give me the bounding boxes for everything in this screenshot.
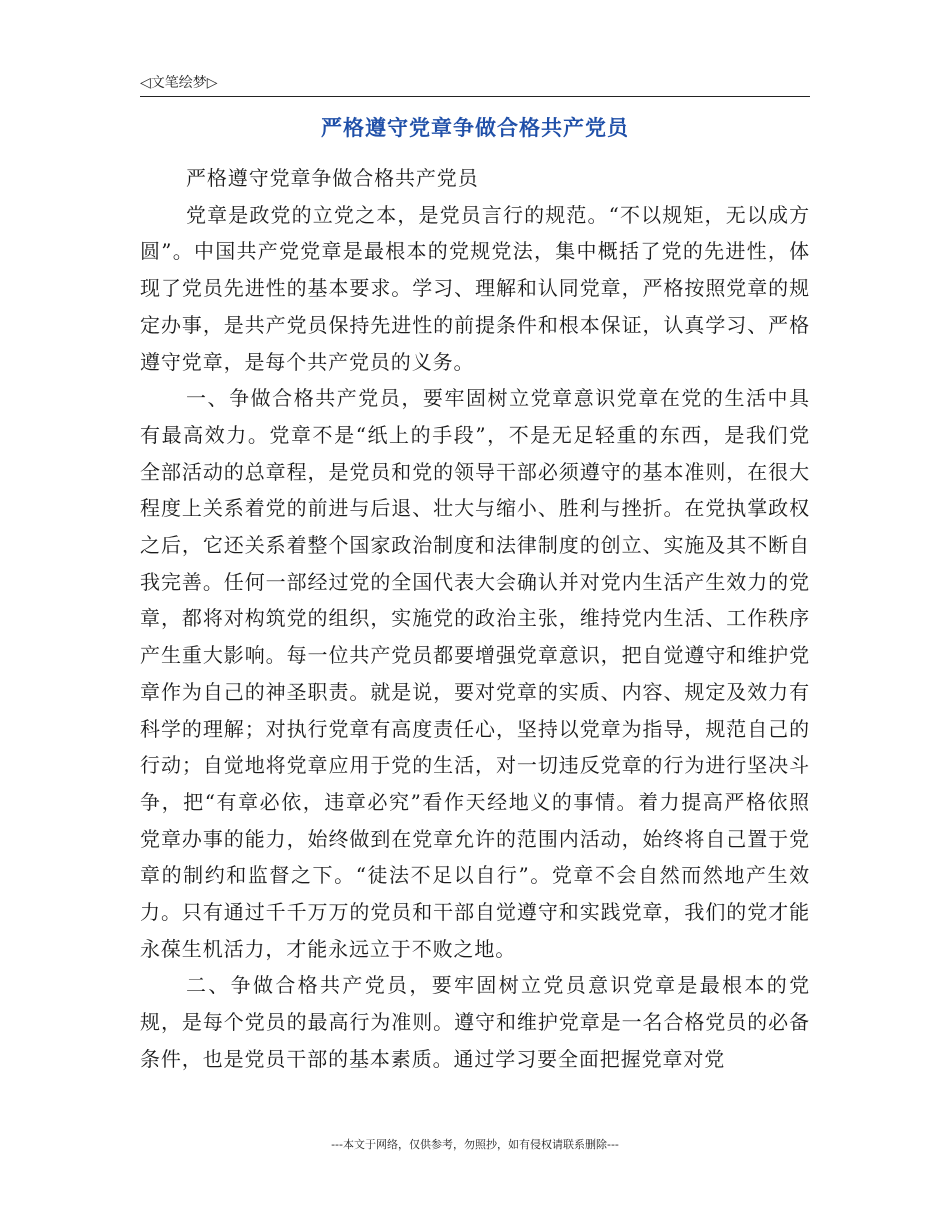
document-body: [140, 160, 810, 1078]
paragraph-section-2: 二、争做合格共产党员，要牢固树立党员意识党章是最根本的党规，是每个党员的最高行为准则。遵守和维护党章是一名合格党员的必备条件，也是党员干部的基本素质。通过学习要全面把握党章对党: [140, 973, 810, 1071]
paragraph-section-1: 一、争做合格共产党员，要牢固树立党章意识党章在党的生活中具有最高效力。党章不是“纸上的手段”，不是无足轻重的东西，是我们党全部活动的总章程，是党员和党的领导干部必须遵守的基本准则，在很大程度上关系着党的前进与后退、壮大与缩小、胜利与挫折。在党执掌政权之后，它还关系着整个国家政治制度和法律制度的创立、实施及其不断自我完善。任何一部经过党的全国代表大会确认并对党内生活产生效力的党章，都将对构筑党的组织，实施党的政治主张，维持党内生活、工作秩序产生重大影响。每一位共产党员都要增强党章意识，把自觉遵守和维护党章作为自己的神圣职责。就是说，要对党章的实质、内容、规定及效力有科学的理解；对执行党章有高度责任心，坚持以党章为指导，规范自己的行动；自觉地将党章应用于党的生活，对一切违反党章的行为进行坚决斗争，把“有章必依，违章必究”看作天经地义的事情。着力提高严格依照党章办事的能力，始终做到在党章允许的范围内活动，始终将自己置于党章的制约和监督之下。“徒法不足以自行”。党章不会自然而然地产生效力。只有通过千千万万的党员和干部自觉遵守和实践党章，我们的党才能永葆生机活力，才能永远立于不败之地。: [140, 386, 810, 961]
page-header: [140, 74, 810, 97]
document-title: 严格遵守党章争做合格共产党员: [321, 115, 629, 140]
paragraph-subtitle: 严格遵守党章争做合格共产党员: [186, 166, 479, 190]
paragraph-intro: 党章是政党的立党之本，是党员言行的规范。“不以规矩，无以成方圆”。中国共产党党章是最根本的党规党法，集中概括了党的先进性，体现了党员先进性的基本要求。学习、理解和认同党章，严格按照党章的规定办事，是共产党员保持先进性的前提条件和根本保证，认真学习、严格遵守党章，是每个共产党员的义务。: [140, 202, 810, 374]
header-label: ◁文笔绘梦▷: [140, 75, 218, 91]
page-footer: ---本文于网络，仅供参考，勿照抄，如有侵权请联系删除---: [331, 1138, 619, 1151]
